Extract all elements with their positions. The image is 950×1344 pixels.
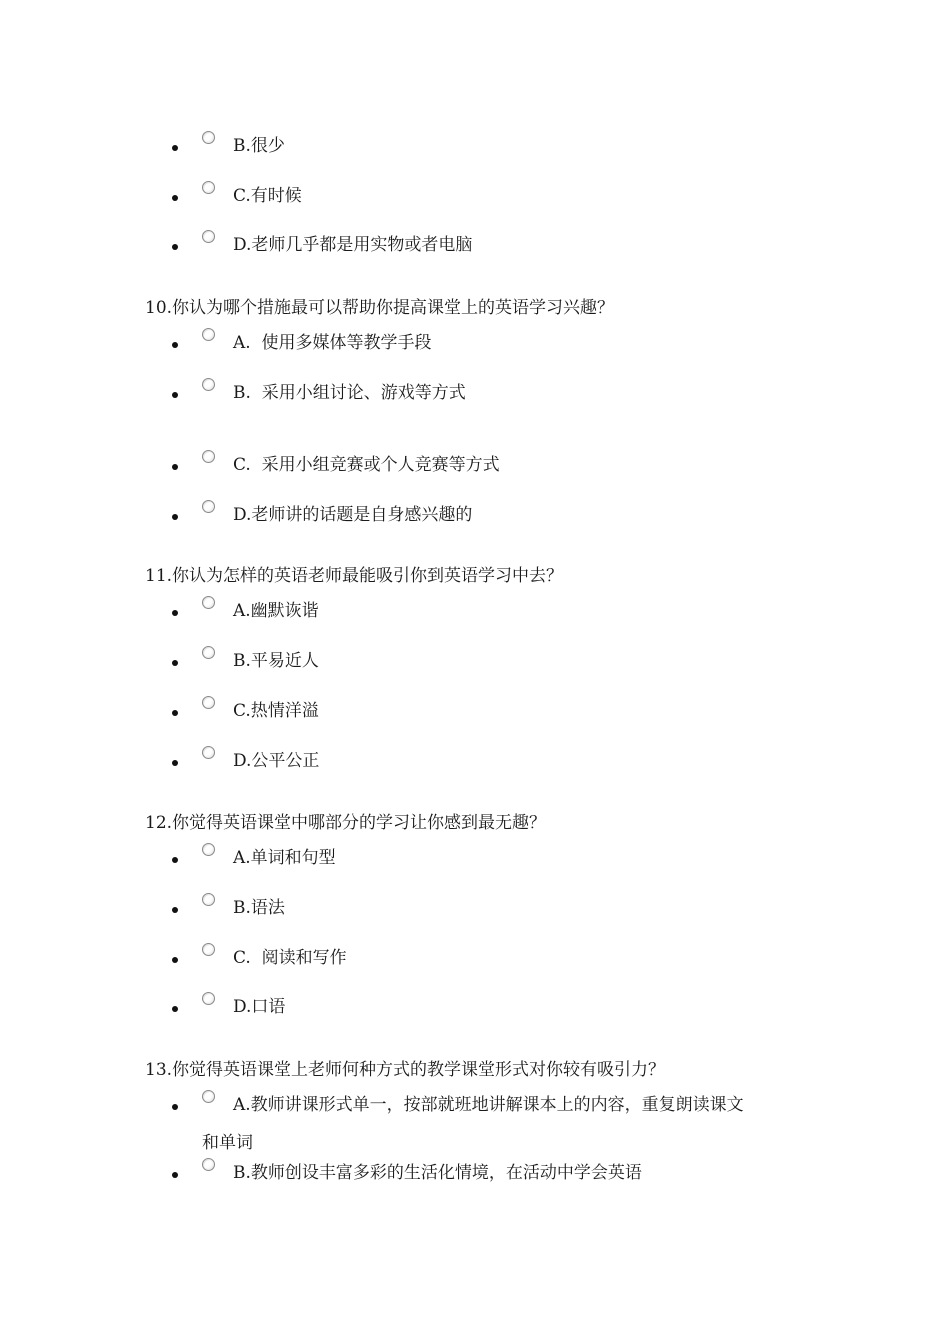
option-q12-d[interactable] xyxy=(168,998,848,1028)
radio-button[interactable] xyxy=(202,943,215,956)
bullet-marker xyxy=(172,342,178,348)
bullet-marker xyxy=(172,392,178,398)
option-q13-b[interactable] xyxy=(168,1164,848,1194)
question-12-title: 12.你觉得英语课堂中哪部分的学习让你感到最无趣？ xyxy=(145,813,547,833)
option-q11-d[interactable] xyxy=(168,752,848,782)
option-label: B. 采用小组讨论、游戏等方式 xyxy=(233,383,466,403)
bullet-marker xyxy=(172,610,178,616)
option-q11-b[interactable] xyxy=(168,652,848,682)
radio-button[interactable] xyxy=(202,1090,215,1103)
radio-button[interactable] xyxy=(202,893,215,906)
bullet-marker xyxy=(172,464,178,470)
option-label: B.很少 xyxy=(233,136,285,156)
option-label: A.教师讲课形式单一，按部就班地讲解课本上的内容，重复朗读课文 xyxy=(233,1095,744,1115)
option-label: D.老师讲的话题是自身感兴趣的 xyxy=(233,505,473,525)
option-q11-c[interactable] xyxy=(168,702,848,732)
option-label: A.单词和句型 xyxy=(233,848,336,868)
option-q13-a[interactable] xyxy=(168,1096,848,1126)
radio-button[interactable] xyxy=(202,181,215,194)
question-11-title: 11.你认为怎样的英语老师最能吸引你到英语学习中去？ xyxy=(145,566,564,586)
option-q9-d[interactable] xyxy=(168,236,848,266)
bullet-marker xyxy=(172,710,178,716)
radio-button[interactable] xyxy=(202,230,215,243)
radio-button[interactable] xyxy=(202,843,215,856)
bullet-marker xyxy=(172,907,178,913)
option-q9-b[interactable] xyxy=(168,137,848,167)
bullet-marker xyxy=(172,857,178,863)
radio-button[interactable] xyxy=(202,992,215,1005)
option-label: D.口语 xyxy=(233,997,286,1017)
radio-button[interactable] xyxy=(202,500,215,513)
option-label: C.热情洋溢 xyxy=(233,701,319,721)
option-q12-c[interactable] xyxy=(168,949,848,979)
bullet-marker xyxy=(172,1104,178,1110)
radio-button[interactable] xyxy=(202,450,215,463)
question-13-title: 13.你觉得英语课堂上老师何种方式的教学课堂形式对你较有吸引力？ xyxy=(145,1060,666,1080)
option-q12-a[interactable] xyxy=(168,849,848,879)
bullet-marker xyxy=(172,760,178,766)
option-label-continuation: 和单词 xyxy=(202,1133,253,1153)
option-label: C.有时候 xyxy=(233,186,302,206)
bullet-marker xyxy=(172,514,178,520)
option-q12-b[interactable] xyxy=(168,899,848,929)
bullet-marker xyxy=(172,1172,178,1178)
option-label: A. 使用多媒体等教学手段 xyxy=(233,333,432,353)
option-label: C. 阅读和写作 xyxy=(233,948,347,968)
bullet-marker xyxy=(172,244,178,250)
option-label: D.老师几乎都是用实物或者电脑 xyxy=(233,235,473,255)
radio-button[interactable] xyxy=(202,1158,215,1171)
option-q10-b[interactable] xyxy=(168,384,848,414)
radio-button[interactable] xyxy=(202,131,215,144)
radio-button[interactable] xyxy=(202,328,215,341)
radio-button[interactable] xyxy=(202,646,215,659)
radio-button[interactable] xyxy=(202,378,215,391)
option-label: A.幽默诙谐 xyxy=(233,601,319,621)
option-q9-c[interactable] xyxy=(168,187,848,217)
radio-button[interactable] xyxy=(202,596,215,609)
bullet-marker xyxy=(172,195,178,201)
option-label: C. 采用小组竞赛或个人竞赛等方式 xyxy=(233,455,500,475)
question-10-title: 10.你认为哪个措施最可以帮助你提高课堂上的英语学习兴趣？ xyxy=(145,298,615,318)
bullet-marker xyxy=(172,145,178,151)
option-label: B.教师创设丰富多彩的生活化情境，在活动中学会英语 xyxy=(233,1163,642,1183)
bullet-marker xyxy=(172,660,178,666)
radio-button[interactable] xyxy=(202,696,215,709)
option-q10-c[interactable] xyxy=(168,456,848,486)
option-q10-d[interactable] xyxy=(168,506,848,536)
option-q11-a[interactable] xyxy=(168,602,848,632)
option-label: B.平易近人 xyxy=(233,651,319,671)
bullet-marker xyxy=(172,1006,178,1012)
option-label: D.公平公正 xyxy=(233,751,320,771)
option-label: B.语法 xyxy=(233,898,285,918)
bullet-marker xyxy=(172,957,178,963)
radio-button[interactable] xyxy=(202,746,215,759)
option-q10-a[interactable] xyxy=(168,334,848,364)
